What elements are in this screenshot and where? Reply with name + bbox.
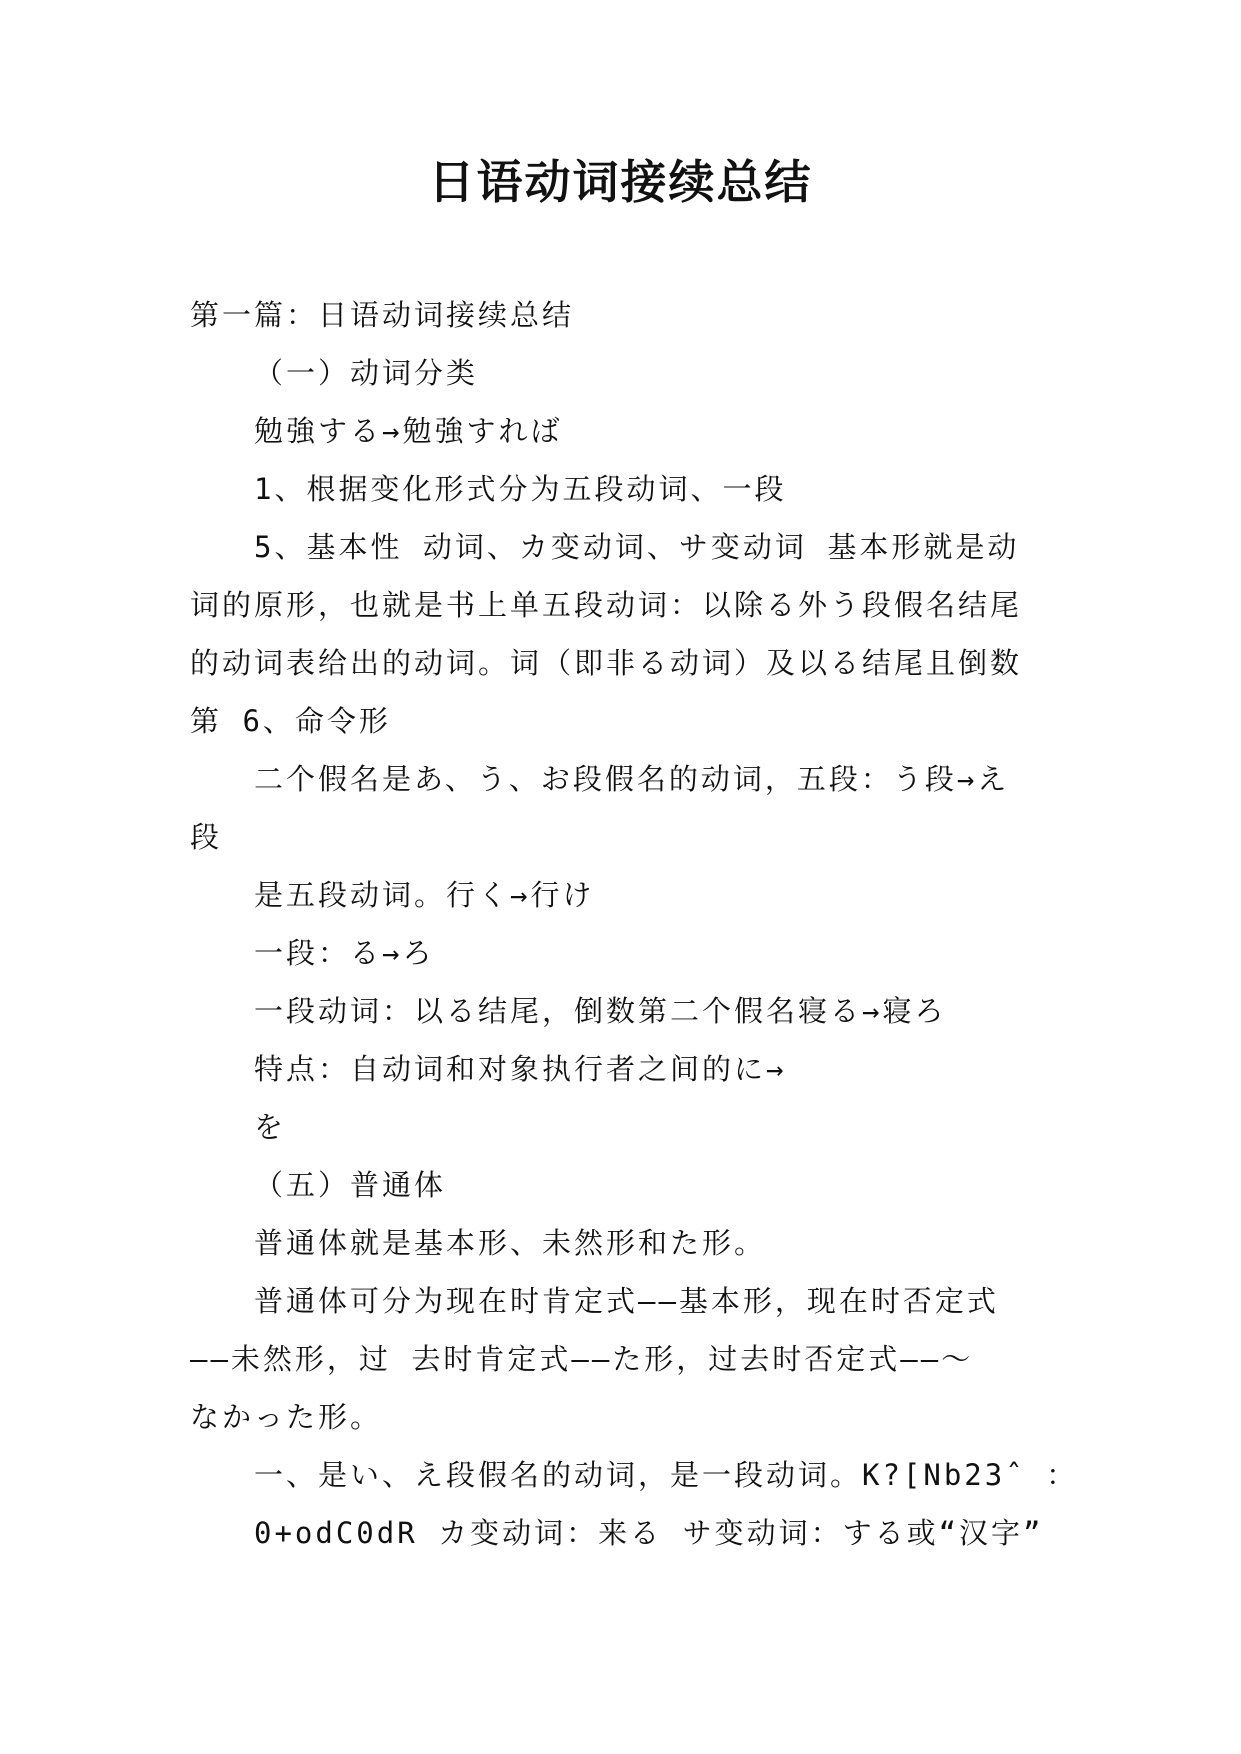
- paragraph-line: （五）普通体: [254, 1168, 447, 1202]
- paragraph-line: （一）动词分类: [254, 356, 479, 390]
- paragraph-line: 普通体可分为现在时肯定式——基本形，现在时否定式: [254, 1284, 999, 1318]
- paragraph-line: 是五段动词。行く→行け: [254, 878, 595, 912]
- paragraph-line: 词的原形，也就是书上单五段动词：以除る外う段假名结尾: [190, 588, 1023, 622]
- paragraph-line: を: [254, 1110, 287, 1144]
- paragraph-line: 0+odC0dR カ变动词：来る サ变动词：する或“汉字”: [254, 1516, 1044, 1550]
- paragraph-line: 一段动词：以る结尾，倒数第二个假名寝る→寝ろ: [254, 994, 947, 1028]
- paragraph-line: なかった形。: [190, 1400, 383, 1434]
- paragraph-line: 段: [190, 820, 223, 854]
- paragraph-line: ——未然形，过 去时肯定式——た形，过去时否定式——～: [190, 1342, 974, 1376]
- paragraph-line: 一段：る→ろ: [254, 936, 435, 970]
- paragraph-line: 特点：自动词和对象执行者之间的に→: [254, 1052, 787, 1086]
- paragraph-line: 1、根据变化形式分为五段动词、一段: [254, 472, 787, 506]
- paragraph-line: 5、基本性 动词、カ变动词、サ变动词 基本形就是动: [254, 530, 1020, 564]
- paragraph-line: 普通体就是基本形、未然形和た形。: [254, 1226, 767, 1260]
- document-title: 日语动词接续总结: [428, 155, 813, 209]
- paragraph-line: 二个假名是あ、う、お段假名的动词，五段：う段→え: [254, 762, 1010, 796]
- paragraph-line: 一、是い、え段假名的动词，是一段动词。K?[Nb23ˆ ：: [254, 1458, 1079, 1492]
- paragraph-line: 勉強する→勉強すれば: [254, 414, 563, 448]
- paragraph-line: 第一篇：日语动词接续总结: [190, 298, 575, 332]
- document-body: [190, 286, 1079, 1562]
- paragraph-line: 第 6、命令形: [190, 704, 391, 738]
- paragraph-line: 的动词表给出的动词。词（即非る动词）及以る结尾且倒数: [190, 646, 1023, 680]
